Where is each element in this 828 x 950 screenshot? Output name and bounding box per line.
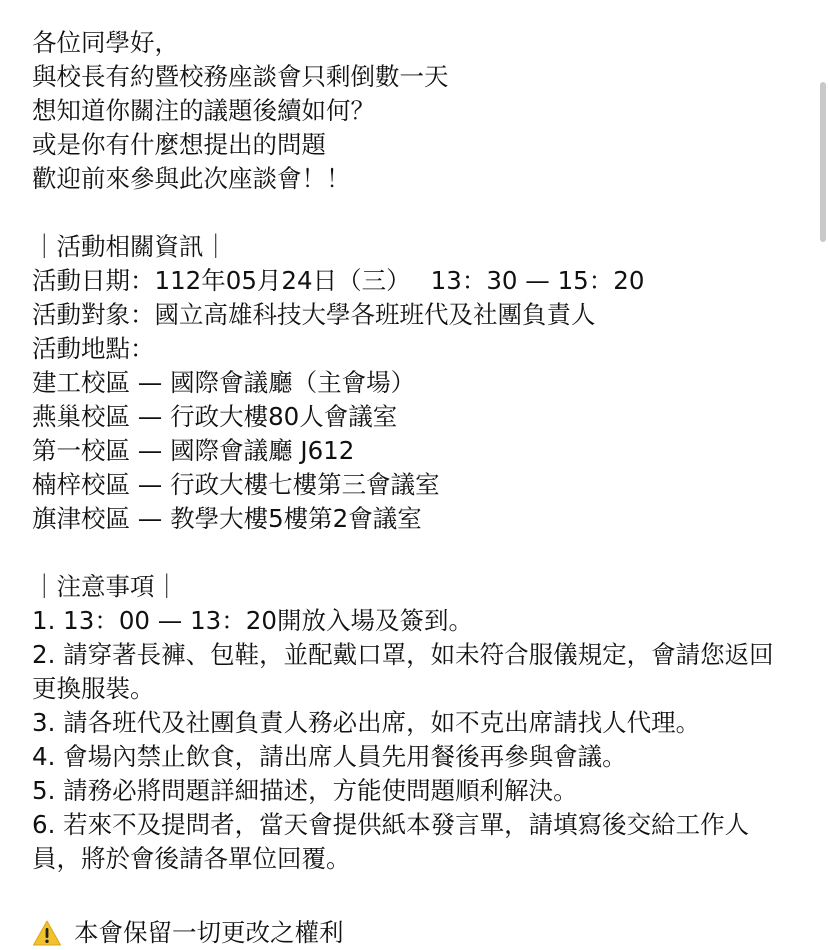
venue-item: 第一校區 — 國際會議廳 J612 (32, 436, 355, 465)
warning-icon (32, 919, 62, 947)
note-item: 3. 請各班代及社團負責人務必出席，如不克出席請找人代理。 (32, 708, 701, 737)
blank-line (32, 876, 792, 910)
disclaimer-row (32, 916, 792, 950)
info-heading: ｜活動相關資訊｜ (32, 232, 228, 261)
blank-line (32, 196, 792, 230)
intro-line: 或是你有什麼想提出的問題 (32, 130, 326, 159)
venue-item: 旗津校區 — 教學大樓5樓第2會議室 (32, 504, 422, 533)
note-item: 1. 13：00 — 13：20開放入場及簽到。 (32, 606, 473, 635)
venue-item: 燕巢校區 — 行政大樓80人會議室 (32, 402, 398, 431)
note-item: 6. 若來不及提問者，當天會提供紙本發言單，請填寫後交給工作人員，將於會後請各單位回覆。 (32, 810, 750, 873)
intro-line: 想知道你關注的議題後續如何？ (32, 96, 375, 125)
note-item: 4. 會場內禁止飲食，請出席人員先用餐後再參與會議。 (32, 742, 627, 771)
greeting-line: 各位同學好， (32, 28, 179, 57)
disclaimer-text: 本會保留一切更改之權利 (74, 918, 344, 947)
note-item: 5. 請務必將問題詳細描述，方能使問題順利解決。 (32, 776, 578, 805)
venue-item: 楠梓校區 — 行政大樓七樓第三會議室 (32, 470, 440, 499)
post-body (32, 26, 792, 950)
intro-line: 與校長有約暨校務座談會只剩倒數一天 (32, 62, 449, 91)
venue-item: 建工校區 — 國際會議廳（主會場） (32, 368, 416, 397)
blank-line (32, 536, 792, 570)
venue-label: 活動地點： (32, 334, 155, 363)
event-audience: 活動對象：國立高雄科技大學各班班代及社團負責人 (32, 300, 596, 329)
scrollbar-thumb[interactable] (820, 82, 826, 242)
notes-heading: ｜注意事項｜ (32, 572, 179, 601)
note-item: 2. 請穿著長褲、包鞋，並配戴口罩，如未符合服儀規定，會請您返回更換服裝。 (32, 640, 774, 703)
intro-line: 歡迎前來參與此次座談會！！ (32, 164, 351, 193)
event-date: 活動日期：112年05月24日（三） 13：30 — 15：20 (32, 266, 645, 295)
